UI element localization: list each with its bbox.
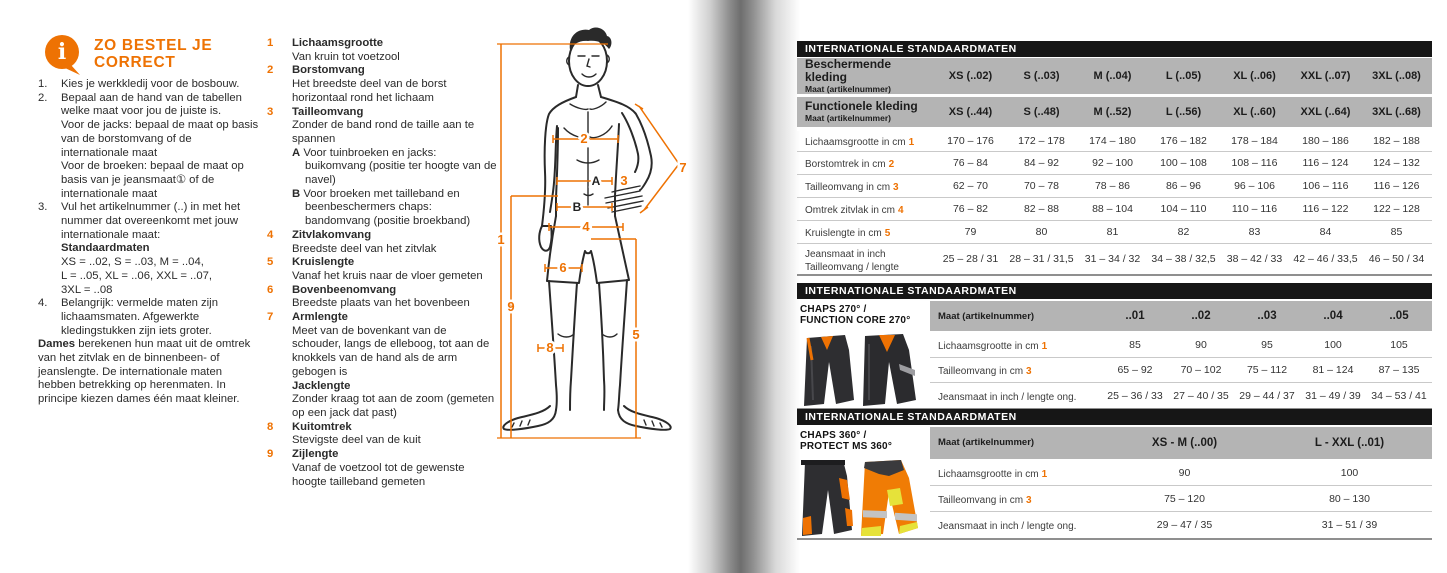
value-cell: 75 – 120 <box>1102 486 1267 512</box>
value-cell: 75 – 112 <box>1234 358 1300 383</box>
size-table <box>797 58 1432 276</box>
right-page <box>797 0 1432 573</box>
size-header-row <box>930 427 1432 460</box>
body-measurement-figure <box>488 18 690 446</box>
size-cell: L - XXL (..01) <box>1267 427 1432 460</box>
legend-description: Stevigste deel van de kuit <box>292 434 421 447</box>
legend-title: Lichaamsgrootte <box>292 37 384 49</box>
size-cell: XXL (..07) <box>1290 58 1361 96</box>
legend-title-secondary: Jacklengte <box>292 379 351 392</box>
legend-number: 8 <box>267 420 274 433</box>
legend-body <box>292 256 497 283</box>
ordering-steps <box>38 78 260 338</box>
size-header-label: Functionele kleding Maat (artikelnummer) <box>797 96 935 129</box>
value-cell: 116 – 122 <box>1290 198 1361 221</box>
legend-body <box>292 229 497 256</box>
row-label: Tailleomvang in cm 3 <box>930 486 1102 512</box>
size-cell: 3XL (..08) <box>1361 58 1432 96</box>
value-cell: 65 – 92 <box>1102 358 1168 383</box>
size-cell: L (..05) <box>1148 58 1219 96</box>
value-cell: 46 – 50 / 34 <box>1361 244 1432 275</box>
step-body <box>61 78 260 92</box>
legend-number: 4 <box>267 228 274 241</box>
size-header-label: Beschermende kleding Maat (artikelnummer) <box>797 58 935 96</box>
legend-body <box>292 421 497 448</box>
legend-sub-item <box>292 147 497 188</box>
legend-body <box>292 64 497 105</box>
legend-title: Zitvlakomvang <box>292 228 372 241</box>
value-cell: 100 <box>1267 460 1432 486</box>
figure-mark-2: 2 <box>580 131 588 146</box>
step-bold-line: Standaardmaten <box>61 242 150 255</box>
size-header-row <box>930 301 1432 332</box>
figure-mark-3: 3 <box>620 173 628 188</box>
ordering-step <box>38 297 260 338</box>
ordering-step <box>38 92 260 202</box>
figure-mark-B: B <box>572 200 582 214</box>
size-cell: XS (..44) <box>935 96 1006 129</box>
measurement-legend-item <box>267 106 497 229</box>
legend-ref-number: 2 <box>888 159 895 170</box>
value-cell: 100 – 108 <box>1148 152 1219 175</box>
value-cell: 27 – 40 / 35 <box>1173 389 1229 402</box>
table-row <box>930 486 1432 512</box>
value-cell: 81 – 124 <box>1300 358 1366 383</box>
info-icon <box>44 34 84 78</box>
size-header-label: Maat (artikelnummer) <box>930 301 1102 332</box>
size-cell: ..03 <box>1234 301 1300 332</box>
value-cell: 82 <box>1148 221 1219 244</box>
value-cell: 85 <box>1102 332 1168 357</box>
value-cell: 25 – 36 / 33 <box>1107 389 1163 402</box>
row-label: Jeansmaat in inch / lengte ong. <box>938 391 1077 403</box>
measurement-legend <box>267 37 497 489</box>
size-table-clothing <box>797 41 1432 276</box>
step-number: 1. <box>38 78 48 90</box>
value-cell: 170 – 176 <box>935 129 1006 152</box>
legend-number: 3 <box>267 105 274 118</box>
table-row <box>797 198 1432 221</box>
step-number: 3. <box>38 201 48 214</box>
value-cell: 92 – 100 <box>1077 152 1148 175</box>
value-cell: 76 – 82 <box>935 198 1006 221</box>
chaps-360-image <box>799 456 921 538</box>
value-cell: 83 <box>1219 221 1290 244</box>
legend-description: Breedste plaats van het bovenbeen <box>292 297 470 310</box>
size-cell: XXL (..64) <box>1290 96 1361 129</box>
value-cell: 88 – 104 <box>1077 198 1148 221</box>
value-cell: 110 – 116 <box>1219 198 1290 221</box>
step-paragraph: Voor de broeken: bepaal de maat op basis van je jeansmaat① of de internationale maat <box>61 160 244 200</box>
table-row <box>930 358 1432 383</box>
size-cell: XS - M (..00) <box>1102 427 1267 460</box>
row-label: Tailleomvang in cm 3 <box>797 175 935 198</box>
row-label: Kruislengte in cm 5 <box>797 221 935 244</box>
table-row <box>930 332 1432 357</box>
value-cell: 31 – 49 / 39 <box>1305 389 1361 402</box>
table-row <box>797 244 1432 275</box>
legend-description: Breedste deel van het zitvlak <box>292 242 437 255</box>
legend-title: Armlengte <box>292 311 348 324</box>
legend-sub-text: Voor tuinbroeken en jacks: buikomvang (positie ter hoogte van de navel) <box>303 146 497 187</box>
value-cell: 116 – 124 <box>1290 152 1361 175</box>
value-cell: 76 – 84 <box>935 152 1006 175</box>
legend-ref-number: 1 <box>1041 468 1048 480</box>
size-cell: XL (..06) <box>1219 58 1290 96</box>
ordering-step <box>38 78 260 92</box>
value-cell: 106 – 116 <box>1290 175 1361 198</box>
figure-mark-5: 5 <box>632 327 640 342</box>
figure-mark-4: 4 <box>582 219 590 234</box>
row-label: Jeansmaat in inch Tailleomvang / lengte <box>797 244 935 275</box>
measurement-legend-item <box>267 229 497 256</box>
legend-number: 9 <box>267 448 274 461</box>
measurement-legend-item <box>267 311 497 421</box>
figure-mark-7: 7 <box>679 160 687 175</box>
legend-sub-letter: A <box>292 146 301 159</box>
value-cell: 90 <box>1102 460 1267 486</box>
size-header-row <box>797 96 1432 129</box>
legend-number: 6 <box>267 283 274 296</box>
table-row <box>797 175 1432 198</box>
value-cell: 62 – 70 <box>935 175 1006 198</box>
legend-title: Tailleomvang <box>292 105 364 118</box>
size-cell: M (..04) <box>1077 58 1148 96</box>
size-table <box>930 301 1432 408</box>
value-cell: 42 – 46 / 33,5 <box>1290 244 1361 275</box>
value-cell: 31 – 51 / 39 <box>1321 519 1378 532</box>
size-cell: S (..48) <box>1006 96 1077 129</box>
table-row <box>797 221 1432 244</box>
measurement-legend-item <box>267 448 497 489</box>
figure-mark-1: 1 <box>497 232 505 247</box>
size-cell: L (..56) <box>1148 96 1219 129</box>
legend-ref-number: 1 <box>908 136 915 148</box>
product-column <box>797 301 930 408</box>
value-cell: 82 – 88 <box>1006 198 1077 221</box>
table-row <box>930 383 1432 408</box>
value-cell: 178 – 184 <box>1219 129 1290 152</box>
size-code-line: 3XL = ..08 <box>61 283 113 296</box>
legend-sub-text: Voor broeken met tailleband en beenbeschermers chaps: bandomvang (positie broekband) <box>303 187 471 228</box>
value-cell: 172 – 178 <box>1006 129 1077 152</box>
legend-body <box>292 106 497 229</box>
legend-sub-letter: B <box>292 187 301 200</box>
size-cell: ..04 <box>1300 301 1366 332</box>
row-label: Borstomtrek in cm 2 <box>797 152 935 175</box>
row-label: Lichaamsgrootte in cm 1 <box>930 332 1102 357</box>
product-column <box>797 427 930 538</box>
step-number: 4. <box>38 297 48 310</box>
ordering-step <box>38 201 260 297</box>
size-cell: ..05 <box>1366 301 1432 332</box>
ladies-note <box>38 338 260 407</box>
figure-mark-6: 6 <box>559 260 567 275</box>
value-cell: 85 <box>1361 221 1432 244</box>
legend-number: 7 <box>267 311 274 324</box>
legend-title: Bovenbeenomvang <box>292 283 397 296</box>
size-cell: XL (..60) <box>1219 96 1290 129</box>
step-paragraph: Vul het artikelnummer (..) in met het nummer dat overeenkomt met jouw internationale maat: <box>61 201 241 241</box>
legend-number: 1 <box>267 37 274 49</box>
legend-sub-item <box>292 188 497 229</box>
chaps-270-image <box>799 330 921 408</box>
legend-ref-number: 3 <box>1026 366 1032 378</box>
size-table <box>930 427 1432 538</box>
size-cell: 3XL (..68) <box>1361 96 1432 129</box>
legend-number: 2 <box>267 64 274 77</box>
legend-description: Van kruin tot voetzool <box>292 50 400 63</box>
value-cell: 100 <box>1300 332 1366 357</box>
legend-description: Meet van de bovenkant van de schouder, langs de elleboog, tot aan de knokkels van de hand als de arm gebogen is <box>292 324 490 378</box>
figure-mark-8: 8 <box>546 340 554 355</box>
product-name: CHAPS 270° / FUNCTION CORE 270° <box>800 304 911 326</box>
value-cell: 34 – 53 / 41 <box>1371 389 1427 402</box>
legend-ref-number: 4 <box>898 205 904 216</box>
value-cell: 105 <box>1366 332 1432 357</box>
step-paragraph: Belangrijk: vermelde maten zijn lichaamsmaten. Afgewerkte kledingstukken zijn iets groter. <box>61 297 218 337</box>
page-header <box>44 34 212 78</box>
value-cell: 80 <box>1006 221 1077 244</box>
table-title-bar: INTERNATIONALE STANDAARDMATEN <box>797 41 1432 57</box>
measurement-legend-item <box>267 64 497 105</box>
size-cell: ..02 <box>1168 301 1234 332</box>
value-cell: 84 <box>1290 221 1361 244</box>
value-cell: 38 – 42 / 33 <box>1219 244 1290 275</box>
product-name: CHAPS 360° / PROTECT MS 360° <box>800 430 893 452</box>
measurement-legend-item <box>267 37 497 64</box>
value-cell: 176 – 182 <box>1148 129 1219 152</box>
value-cell: 29 – 44 / 37 <box>1239 389 1295 402</box>
row-label: Jeansmaat in inch / lengte ong. <box>938 521 1077 533</box>
size-cell: M (..52) <box>1077 96 1148 129</box>
legend-number: 5 <box>267 256 274 269</box>
step-paragraph: Voor de jacks: bepaal de maat op basis van de borstomvang of de internationale maat <box>61 119 259 159</box>
value-cell: 70 – 78 <box>1006 175 1077 198</box>
legend-description: Vanaf het kruis naar de vloer gemeten <box>292 269 483 282</box>
step-body <box>61 297 260 338</box>
size-cell: S (..03) <box>1006 58 1077 96</box>
value-cell: 108 – 116 <box>1219 152 1290 175</box>
value-cell: 28 – 31 / 31,5 <box>1006 244 1077 275</box>
step-body <box>61 201 260 297</box>
value-cell: 87 – 135 <box>1366 358 1432 383</box>
step-body <box>61 92 260 202</box>
figure-mark-9: 9 <box>507 299 515 314</box>
legend-ref-number: 5 <box>884 228 891 239</box>
value-cell: 78 – 86 <box>1077 175 1148 198</box>
size-code-line: L = ..05, XL = ..06, XXL = ..07, <box>61 269 213 282</box>
value-cell: 29 – 47 / 35 <box>1156 519 1213 532</box>
legend-description: Zonder de band rond de taille aan te spannen <box>292 119 475 145</box>
value-cell: 180 – 186 <box>1290 129 1361 152</box>
value-cell: 31 – 34 / 32 <box>1077 244 1148 275</box>
size-table-chaps-270 <box>797 283 1432 410</box>
value-cell: 86 – 96 <box>1148 175 1219 198</box>
ladies-note-text: berekenen hun maat uit de omtrek van het zitvlak en de binnenbeen- of jeanslengte. De internationale maten hebben betrekking op herenmaten. In principe kiezen dames één maat kleiner. <box>38 338 251 406</box>
value-cell: 84 – 92 <box>1006 152 1077 175</box>
step-number: 2. <box>38 91 48 104</box>
size-cell: XS (..02) <box>935 58 1006 96</box>
legend-ref-number: 1 <box>1041 341 1048 353</box>
size-header-row <box>797 58 1432 96</box>
table-row <box>930 460 1432 486</box>
size-cell: ..01 <box>1102 301 1168 332</box>
table-title-bar: INTERNATIONALE STANDAARDMATEN <box>797 283 1432 299</box>
legend-description-secondary: Zonder kraag tot aan de zoom (gemeten op een jack dat past) <box>292 393 495 419</box>
measurement-legend-item <box>267 256 497 283</box>
step-paragraph: Bepaal aan de hand van de tabellen welke maat voor jou de juiste is. <box>61 91 242 118</box>
value-cell: 70 – 102 <box>1168 358 1234 383</box>
value-cell: 79 <box>935 221 1006 244</box>
value-cell: 80 – 130 <box>1267 486 1432 512</box>
measurement-legend-item <box>267 421 497 448</box>
legend-title: Zijlengte <box>292 448 339 461</box>
legend-ref-number: 3 <box>1026 494 1032 506</box>
legend-title: Kruislengte <box>292 256 355 269</box>
legend-description: Het breedste deel van de borst horizontaal rond het lichaam <box>292 78 447 104</box>
step-paragraph: Kies je werkkledij voor de bosbouw. <box>61 78 240 90</box>
page-title <box>94 34 212 71</box>
measurement-marks <box>497 44 687 438</box>
row-label: Omtrek zitvlak in cm 4 <box>797 198 935 221</box>
page-title-line2: CORRECT <box>94 54 176 71</box>
legend-body <box>292 448 497 489</box>
legend-ref-number: 3 <box>893 182 899 193</box>
table-row <box>797 152 1432 175</box>
table-row <box>797 129 1432 152</box>
figure-mark-A: A <box>591 174 601 188</box>
value-cell: 96 – 106 <box>1219 175 1290 198</box>
legend-body <box>292 311 497 421</box>
value-cell: 25 – 28 / 31 <box>935 244 1006 275</box>
legend-description: Vanaf de voetzool tot de gewenste hoogte tailleband gemeten <box>292 461 465 488</box>
svg-text:i: i <box>57 39 67 65</box>
legend-body <box>292 284 497 311</box>
page-title-line1: ZO BESTEL JE <box>94 37 213 54</box>
size-code-line: XS = ..02, S = ..03, M = ..04, <box>61 256 204 269</box>
legend-body <box>292 37 497 64</box>
value-cell: 90 <box>1168 332 1234 357</box>
value-cell: 182 – 188 <box>1361 129 1432 152</box>
value-cell: 95 <box>1234 332 1300 357</box>
value-cell: 122 – 128 <box>1361 198 1432 221</box>
size-header-label: Maat (artikelnummer) <box>930 427 1102 460</box>
value-cell: 34 – 38 / 32,5 <box>1148 244 1219 275</box>
value-cell: 124 – 132 <box>1361 152 1432 175</box>
row-label: Lichaamsgrootte in cm 1 <box>930 460 1102 486</box>
legend-title: Kuitomtrek <box>292 420 352 433</box>
table-title-bar: INTERNATIONALE STANDAARDMATEN <box>797 409 1432 425</box>
measurement-legend-item <box>267 284 497 311</box>
size-table-chaps-360 <box>797 409 1432 540</box>
ordering-instructions <box>38 78 260 407</box>
table-row <box>930 512 1432 538</box>
value-cell: 116 – 126 <box>1361 175 1432 198</box>
value-cell: 104 – 110 <box>1148 198 1219 221</box>
ladies-note-lead: Dames <box>38 338 76 351</box>
value-cell: 174 – 180 <box>1077 129 1148 152</box>
page-fold-shadow <box>688 0 800 573</box>
legend-title: Borstomvang <box>292 64 365 77</box>
value-cell: 81 <box>1077 221 1148 244</box>
row-label: Tailleomvang in cm 3 <box>930 358 1102 383</box>
row-label: Lichaamsgrootte in cm 1 <box>797 129 935 152</box>
